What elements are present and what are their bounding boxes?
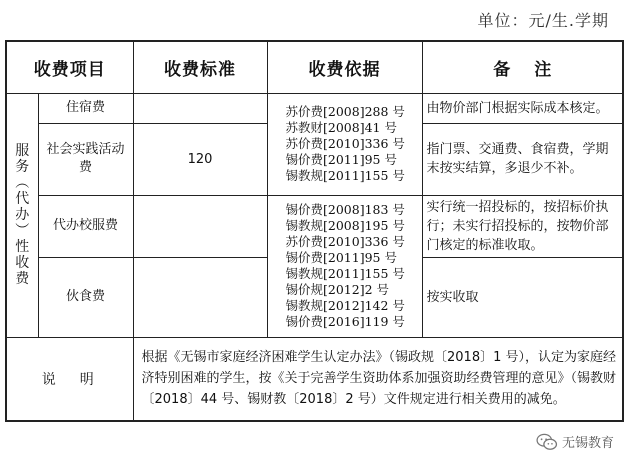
- standard-uniform: [133, 195, 267, 257]
- header-basis: 收费依据: [267, 41, 422, 93]
- remark-uniform: 实行统一招投标的，按招标价执行；未实行招投标的，按物价部门核定的标准收取。: [422, 195, 623, 257]
- row-lodging: [6, 93, 623, 123]
- group-label: 服 务 ︵ 代 办 ︶ 性 收 费: [6, 93, 38, 337]
- row-note: [6, 337, 623, 421]
- remark-meals: 按实收取: [422, 257, 623, 337]
- watermark: [533, 431, 617, 452]
- row-uniform: [6, 195, 623, 257]
- header-item: 收费项目: [6, 41, 133, 93]
- basis-group-1: 苏价费[2008]288 号 苏教财[2008]41 号 苏价费[2010]336 号 锡价费[2011]95 号 锡教规[2011]155 号: [267, 93, 422, 195]
- note-label: 说明: [6, 337, 133, 421]
- watermark-text: 无锡教育: [561, 436, 614, 451]
- standard-lodging: [133, 93, 267, 123]
- header-standard: 收费标准: [133, 41, 267, 93]
- remark-lodging: 由物价部门根据实际成本核定。: [422, 93, 623, 123]
- item-practice: 社会实践活动费: [38, 123, 133, 195]
- fee-table: [5, 40, 624, 422]
- header-remark: 备注: [422, 41, 623, 93]
- item-meals: 伙食费: [38, 257, 133, 337]
- header-row: [6, 41, 623, 93]
- item-lodging: 住宿费: [38, 93, 133, 123]
- basis-group-2: 锡价费[2008]183 号 锡教规[2008]195 号 苏价费[2010]336 号 锡价费[2011]95 号 锡教规[2011]155 号 锡价规[2012]2 号 锡教规[2012]142 号 锡价费[2016]119 号: [267, 195, 422, 337]
- item-uniform: 代办校服费: [38, 195, 133, 257]
- standard-practice: 120: [133, 123, 267, 195]
- wechat-icon: [536, 433, 558, 451]
- remark-practice: 指门票、交通费、食宿费，学期末按实结算，多退少不补。: [422, 123, 623, 195]
- note-text: 根据《无锡市家庭经济困难学生认定办法》（锡政规〔2018〕1 号），认定为家庭经济特别困难的学生，按《关于完善学生资助体系加强资助经费管理的意见》（锡教财〔2018〕44 号、锡财教〔2018〕2 号）文件规定进行相关费用的减免。: [133, 337, 623, 421]
- unit-label: 单位：元/生.学期: [477, 11, 609, 30]
- standard-meals: [133, 257, 267, 337]
